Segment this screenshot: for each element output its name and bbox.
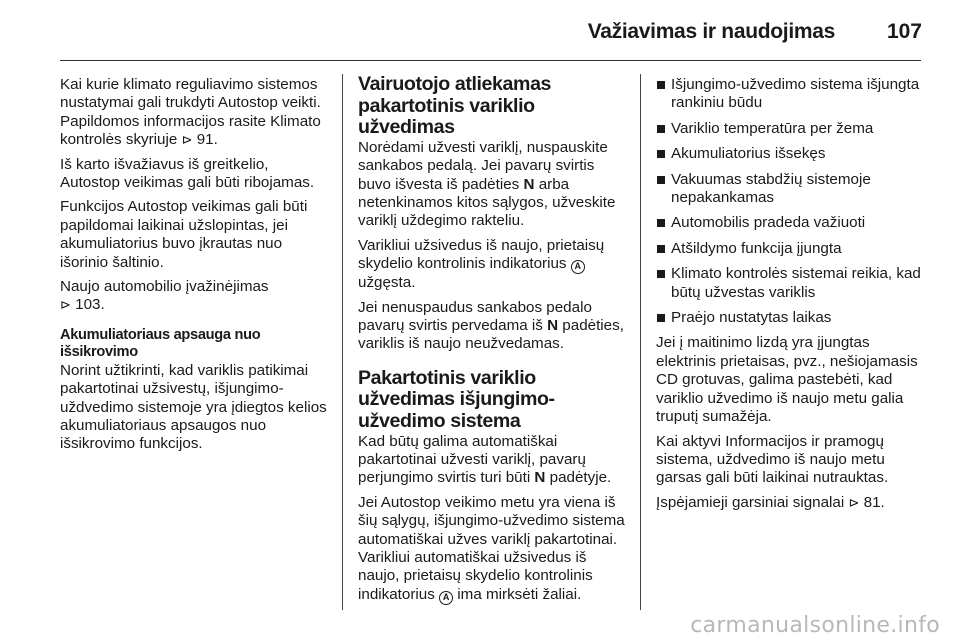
paragraph: Norint užtikrinti, kad variklis patikimai pakartotinai užsivestų, išjungimo-uždvedimo sistemoje yra įdiegtos kelios akumuliatoriaus apsaugos nuo išsikrovimo funkcijos. xyxy=(60,361,327,453)
page-ref-arrow-icon: ⊳ xyxy=(848,494,860,510)
autostop-indicator-icon: A xyxy=(439,591,453,605)
gear-position: N xyxy=(523,175,535,193)
page-ref-arrow-icon: ⊳ xyxy=(60,297,71,313)
paragraph: Naujo automobilio įvažinėjimas ⊳ 103. xyxy=(60,278,269,314)
page-title: Važiavimas ir naudojimas xyxy=(587,20,835,43)
conditions-list xyxy=(656,76,924,327)
paragraph: Jei į maitinimo lizdą yra įjungtas elektrinis prietaisas, pvz., nešiojamasis CD grotuvas, galima pastebėti, kad variklio užvedimo iš naujo metu galia truputį sumažėja. xyxy=(656,334,918,426)
paragraph: Įspėjamieji garsiniai signalai ⊳ 81. xyxy=(656,493,885,511)
header-divider xyxy=(60,60,921,61)
column-divider-2 xyxy=(640,74,641,610)
page-ref-link[interactable]: 103. xyxy=(75,296,105,314)
column-divider-1 xyxy=(342,74,343,610)
gear-position: N xyxy=(547,317,559,335)
column-3 xyxy=(656,76,924,518)
column-2 xyxy=(358,74,626,611)
paragraph: Kad būtų galima automatiškai pakartotinai užvesti variklį, pavarų perjungimo svirtis turi būti N padėtyje. xyxy=(358,432,612,487)
page-ref-link[interactable]: 91. xyxy=(196,131,218,149)
paragraph: Varikliui užsivedus iš naujo, prietaisų skydelio kontrolinis indikatorius A užgęsta. xyxy=(358,236,605,292)
section-subheading: Akumuliatoriaus apsauga nuo išsikrovimo xyxy=(60,326,261,361)
list-item: Išjungimo-užvedimo sistema išjungta rankiniu būdu xyxy=(656,76,924,113)
list-item: Praėjo nustatytas laikas xyxy=(656,309,924,327)
section-heading: Vairuotojo atliekamas pakartotinis variklio užvedimas xyxy=(358,73,552,139)
watermark: carmanualsonline.info xyxy=(690,613,940,638)
bullet-square-icon xyxy=(657,81,665,89)
page-ref-arrow-icon: ⊳ xyxy=(181,132,193,148)
paragraph: Funkcijos Autostop veikimas gali būti papildomai laikinai užslopintas, jei akumuliatorius buvo įkrautas nuo išorinio šaltinio. xyxy=(60,198,308,271)
bullet-square-icon xyxy=(657,245,665,253)
page-number: 107 xyxy=(886,20,922,43)
bullet-square-icon xyxy=(657,125,665,133)
bullet-square-icon xyxy=(657,314,665,322)
list-item: Automobilis pradeda važiuoti xyxy=(656,214,924,232)
bullet-square-icon xyxy=(657,219,665,227)
page-header xyxy=(0,0,960,60)
autostop-indicator-icon: A xyxy=(571,260,585,274)
section-heading: Pakartotinis variklio užvedimas išjungimo-užvedimo sistema xyxy=(358,366,555,433)
paragraph: Kai kurie klimato reguliavimo sistemos nustatymai gali trukdyti Autostop veikti. Papildomos informacijos rasite Klimato kontrolės skyriuje ⊳ 91. xyxy=(60,76,321,149)
column-1 xyxy=(60,76,328,460)
bullet-square-icon xyxy=(657,176,665,184)
paragraph: Jei Autostop veikimo metu yra viena iš šių sąlygų, išjungimo-užvedimo sistema automatiškai užves variklį pakartotinai. Varikliui automatiškai užsivedus iš naujo, prietaisų skydelio kontrolinis indikatorius A ima mirksėti žaliai. xyxy=(358,493,625,603)
list-item: Variklio temperatūra per žema xyxy=(656,120,924,138)
paragraph: Jei nenuspaudus sankabos pedalo pavarų svirtis pervedama iš N padėties, variklis iš naujo neužvedamas. xyxy=(358,298,624,353)
bullet-square-icon xyxy=(657,150,665,158)
list-item: Klimato kontrolės sistemai reikia, kad būtų užvestas variklis xyxy=(656,265,924,302)
paragraph: Iš karto išvažiavus iš greitkelio, Autostop veikimas gali būti ribojamas. xyxy=(60,155,315,192)
list-item: Vakuumas stabdžių sistemoje nepakankamas xyxy=(656,171,924,208)
gear-position: N xyxy=(534,469,546,487)
list-item: Akumuliatorius išsekęs xyxy=(656,145,924,163)
page-ref-link[interactable]: 81. xyxy=(863,493,885,511)
paragraph: Norėdami užvesti variklį, nuspauskite sankabos pedalą. Jei pavarų svirtis buvo išvesta iš padėties N arba netenkinamos kitos sąlygos, užveskite variklį uždegimo rakteliu. xyxy=(358,138,616,230)
paragraph: Kai aktyvi Informacijos ir pramogų sistema, uždvedimo iš naujo metu garsas gali būti laikinai nutrauktas. xyxy=(656,432,889,487)
list-item: Atšildymo funkcija įjungta xyxy=(656,240,924,258)
bullet-square-icon xyxy=(657,270,665,278)
